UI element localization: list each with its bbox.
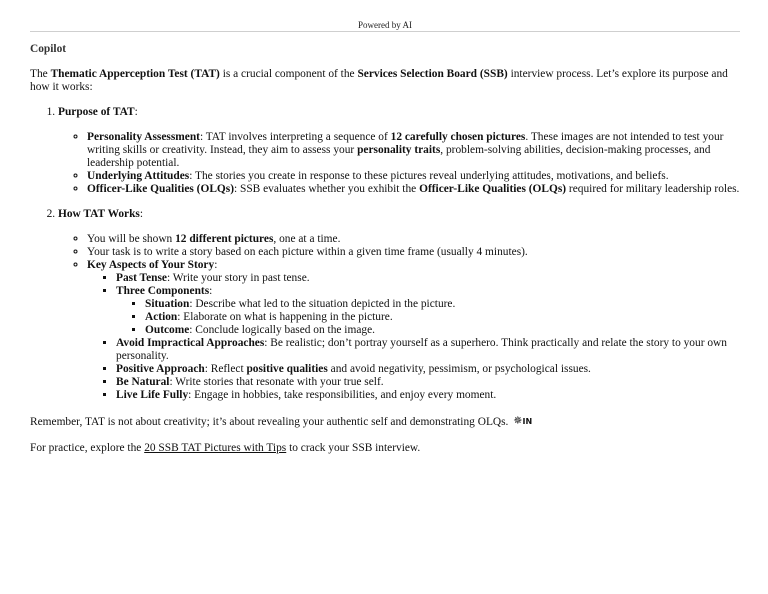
list-item: [145, 311, 745, 324]
section-purpose: [58, 106, 745, 196]
tat-pictures-link[interactable]: 20 SSB TAT Pictures with Tips: [144, 442, 287, 454]
item-bold: 12 different pictures: [175, 233, 274, 245]
item-text: , problem-solving abilities, decision-making processes, and leadership potential.: [87, 144, 711, 169]
answer-content: [30, 43, 745, 455]
item-text: : Elaborate on what is happening in the picture.: [177, 311, 393, 323]
practice-text: For practice, explore the: [30, 442, 145, 454]
components-list: [116, 298, 745, 337]
how-list: [58, 233, 745, 402]
item-text: Your task is to write a story based on each picture within a given time frame (usually 4 minutes).: [87, 246, 528, 258]
intro-text: interview process. Let’s explore its purpose and how it works:: [30, 68, 728, 93]
powered-by-label: Powered by AI: [358, 20, 412, 30]
section-heading: How TAT Works: [58, 208, 140, 220]
item-text: : Conclude logically based on the image.: [189, 324, 375, 336]
section-heading: Purpose of TAT: [58, 106, 135, 118]
remember-paragraph: [30, 414, 745, 429]
item-text: . These images are not intended to test your writing skills or creativity. Instead, they aim to assess your: [87, 131, 724, 156]
item-bold: Underlying Attitudes: [87, 170, 190, 182]
item-bold: Live Life Fully: [116, 389, 189, 401]
list-item: [116, 376, 745, 389]
heading-colon: :: [139, 208, 144, 220]
list-item: [87, 131, 745, 170]
list-item: [87, 246, 745, 259]
item-bold: Be Natural: [116, 376, 170, 388]
item-bold: Past Tense: [116, 272, 167, 284]
header-bar: [30, 0, 740, 32]
item-text: :: [214, 259, 218, 271]
item-text: You will be shown: [87, 233, 176, 245]
item-text: required for military leadership roles.: [566, 183, 740, 195]
item-bold: 12 carefully chosen pictures: [390, 131, 526, 143]
list-item: [87, 170, 745, 183]
item-text: : Describe what led to the situation depicted in the picture.: [189, 298, 456, 310]
intro-text: is a crucial component of the: [219, 68, 358, 80]
item-bold: Positive Approach: [116, 363, 205, 375]
list-item: [116, 337, 745, 363]
item-text: : Write stories that resonate with your true self.: [169, 376, 384, 388]
badge-label: IN: [522, 417, 533, 426]
item-text: : Be realistic; don’t portray yourself as a superhero. Think practically and relate the story to your own personality.: [116, 337, 727, 362]
intro-paragraph: [30, 68, 745, 94]
list-item: [145, 298, 745, 311]
main-list: [30, 106, 745, 402]
list-item: [87, 233, 745, 246]
item-bold: Avoid Impractical Approaches: [116, 337, 265, 349]
page-title: Copilot: [30, 43, 67, 55]
item-bold: positive qualities: [246, 363, 328, 375]
list-item: [145, 324, 745, 337]
sparkle-icon: ✵: [513, 414, 523, 427]
item-text: : Write your story in past tense.: [166, 272, 310, 284]
item-bold: Personality Assessment: [87, 131, 200, 143]
item-bold: Officer-Like Qualities (OLQs): [87, 183, 234, 195]
item-text: : The stories you create in response to these pictures reveal underlying attitudes, motivations, and beliefs.: [189, 170, 669, 182]
remember-text: Remember, TAT is not about creativity; it’s about revealing your authentic self and demonstrating OLQs.: [30, 416, 509, 428]
item-text: :: [209, 285, 213, 297]
purpose-list: [58, 131, 745, 196]
item-text: and avoid negativity, pessimism, or psychological issues.: [327, 363, 591, 375]
list-item: [87, 183, 745, 196]
list-item: [116, 285, 745, 337]
list-item: [116, 272, 745, 285]
heading-colon: :: [134, 106, 138, 118]
intro-bold-tat: Thematic Apperception Test (TAT): [50, 68, 220, 80]
list-item: [116, 363, 745, 376]
item-bold: Officer-Like Qualities (OLQs): [419, 183, 567, 195]
practice-paragraph: [30, 442, 745, 455]
intro-text: The: [30, 68, 51, 80]
item-bold: Action: [145, 311, 178, 323]
aspects-list: [87, 272, 745, 402]
item-bold: Outcome: [145, 324, 190, 336]
item-text: : Reflect: [204, 363, 247, 375]
item-text: : TAT involves interpreting a sequence of: [199, 131, 391, 143]
item-bold: Key Aspects of Your Story: [87, 259, 215, 271]
item-text: : SSB evaluates whether you exhibit the: [234, 183, 420, 195]
intro-bold-ssb: Services Selection Board (SSB): [357, 68, 508, 80]
list-item: [116, 389, 745, 402]
list-item: [87, 259, 745, 402]
india-badge: [513, 414, 532, 428]
item-bold: Three Components: [116, 285, 210, 297]
practice-text: to crack your SSB interview.: [286, 442, 421, 454]
item-text: , one at a time.: [273, 233, 341, 245]
section-how-it-works: [58, 208, 745, 402]
item-bold: Situation: [145, 298, 190, 310]
item-text: : Engage in hobbies, take responsibilities, and enjoy every moment.: [188, 389, 497, 401]
item-bold: personality traits: [357, 144, 441, 156]
